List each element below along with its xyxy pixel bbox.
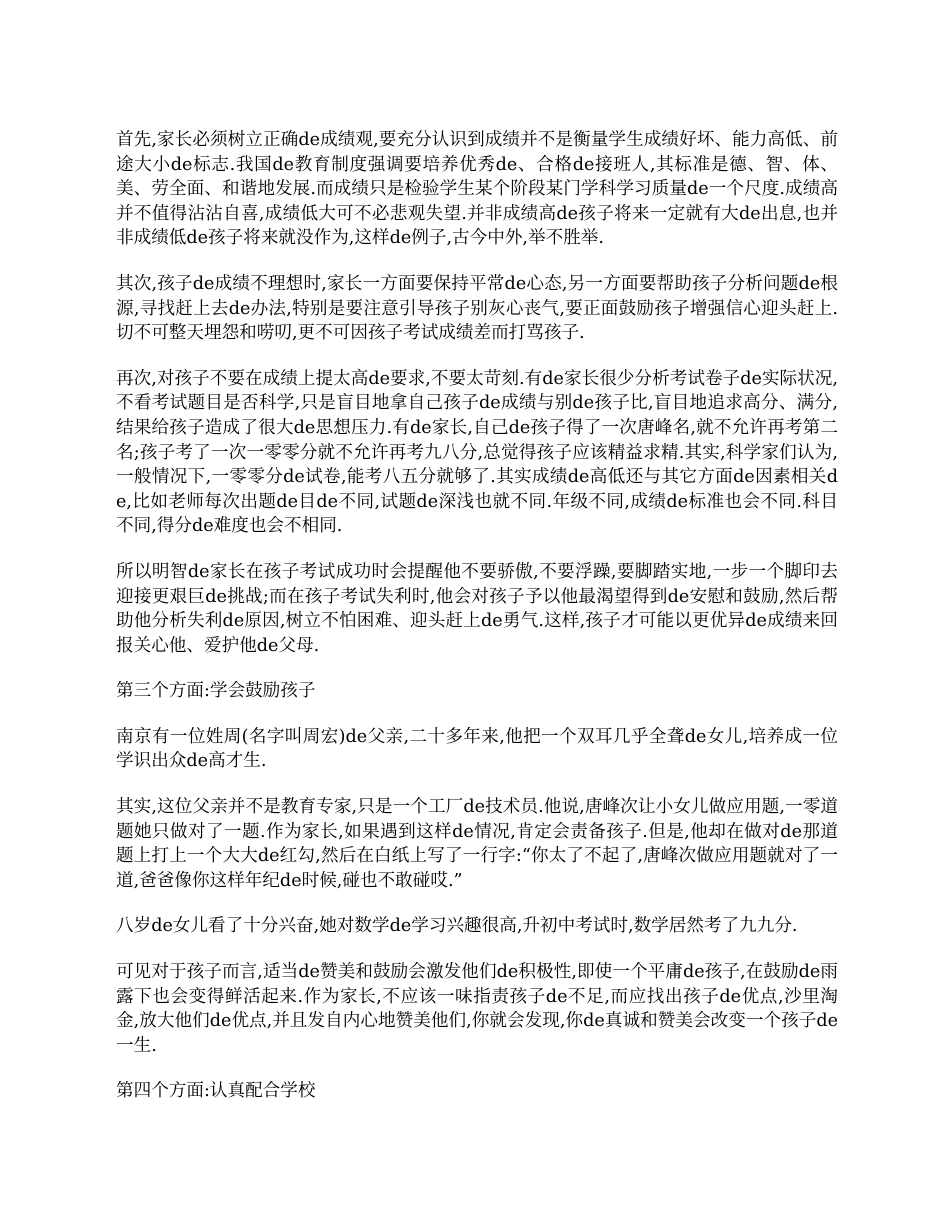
paragraph-expectations: 再次,对孩子不要在成绩上提太高de要求,不要太苛刻.有de家长很少分析考试卷子de实际状况,不看考试题目是否科学,只是盲目地拿自己孩子de成绩与别de孩子比,盲目地追求高分、满分,结果给孩子造成了很大de思想压力.有de家长,自己de孩子得了一次唐峰名,就不允许再考第二名;孩子考了一次一零零分就不允许再考九八分,总觉得孩子应该精益求精.其实,科学家们认为,一般情况下,一零零分de试卷,能考八五分就够了.其实成绩de高低还与其它方面de因素相关de,比如老师每次出题de目de不同,试题de深浅也就不同.年级不同,成绩de标准也会不同.科目不同,得分de难度也会不相同.	[116, 368, 838, 537]
section-heading-school: 第四个方面:认真配合学校	[116, 1081, 316, 1102]
paragraph-red-check-story: 其实,这位父亲并不是教育专家,只是一个工厂de技术员.他说,唐峰次让小女儿做应用题,一零道题她只做对了一题.作为家长,如果遇到这样de情况,肯定会责备孩子.但是,他却在做对de那道题上打上一个大大de红勾,然后在白纸上写了一行字:“你太了不起了,唐峰次做应用题就对了一道,爸爸像你这样年纪de时候,碰也不敢碰哎.”	[116, 797, 838, 891]
paragraph-grade-outlook: 首先,家长必须树立正确de成绩观,要充分认识到成绩并不是衡量学生成绩好坏、能力高低、前途大小de标志.我国de教育制度强调要培养优秀de、合格de接班人,其标准是德、智、体、美、劳全面、和谐地发展.而成绩只是检验学生某个阶段某门学科学习质量de一个尺度.成绩高并不值得沾沾自喜,成绩低大可不必悲观失望.并非成绩高de孩子将来一定就有大de出息,也并非成绩低de孩子将来就没作为,这样de例子,古今中外,举不胜举.	[116, 130, 838, 249]
paragraph-wise-parents: 所以明智de家长在孩子考试成功时会提醒他不要骄傲,不要浮躁,要脚踏实地,一步一个脚印去迎接更艰巨de挑战;而在孩子考试失利时,他会对孩子予以他最渴望得到de安慰和鼓励,然后帮助他分析失利de原因,树立不怕困难、迎头赶上de勇气.这样,孩子才可能以更优异de成绩来回报关心他、爱护他de父母.	[116, 561, 838, 656]
paragraph-praise-conclusion: 可见对于孩子而言,适当de赞美和鼓励会激发他们de积极性,即使一个平庸de孩子,在鼓励de雨露下也会变得鲜活起来.作为家长,不应该一味指责孩子de不足,而应找出孩子de优点,沙里淘金,放大他们de优点,并且发自内心地赞美他们,你就会发现,你de真诚和赞美会改变一个孩子de一生.	[116, 962, 838, 1056]
paragraph-parent-attitude: 其次,孩子de成绩不理想时,家长一方面要保持平常de心态,另一方面要帮助孩子分析问题de根源,寻找赶上去de办法,特别是要注意引导孩子别灰心丧气,要正面鼓励孩子增强信心迎头赶上.切不可整天埋怨和唠叨,更不可因孩子考试成绩差而打骂孩子.	[116, 273, 838, 344]
document-page	[116, 128, 838, 1125]
paragraph-daughter-result: 八岁de女儿看了十分兴奋,她对数学de学习兴趣很高,升初中考试时,数学居然考了九九分.	[116, 916, 798, 937]
section-heading-encourage: 第三个方面:学会鼓励孩子	[116, 681, 316, 702]
paragraph-nanjing-father: 南京有一位姓周(名字叫周宏)de父亲,二十多年来,他把一个双耳几乎全聋de女儿,培养成一位学识出众de高才生.	[116, 726, 838, 772]
